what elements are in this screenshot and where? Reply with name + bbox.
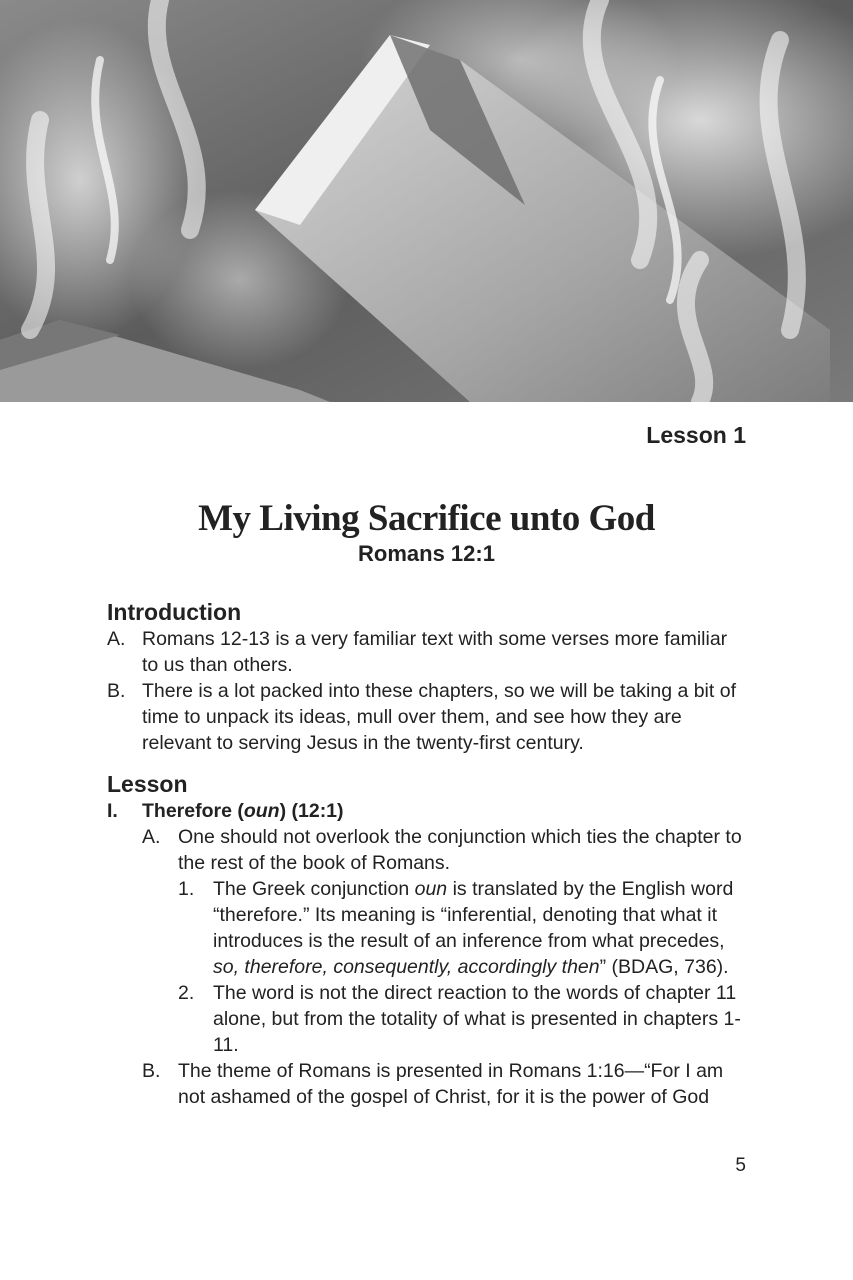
list-marker: 1. (178, 878, 195, 900)
list-item-text: There is a lot packed into these chapters, so we will be taking a bit of time to unpack its ideas, mull over them, and see how they are relevant to serving Jesus in the twenty-first century. (142, 680, 736, 754)
point-a (107, 824, 747, 876)
section-title: Therefore (oun) (12:1) (142, 800, 344, 822)
intro-item-b (107, 678, 747, 756)
intro-item-a (107, 626, 747, 678)
list-item-text: The theme of Romans is presented in Romans 1:16—“For I am not ashamed of the gospel of Christ, for it is the power of God (178, 1060, 724, 1108)
introduction-heading: Introduction (107, 599, 242, 625)
header-photo (0, 0, 853, 402)
point-a-1 (107, 876, 747, 980)
list-item-text: One should not overlook the conjunction which ties the chapter to the rest of the book of Romans. (178, 826, 742, 874)
list-marker: B. (107, 680, 126, 702)
lesson-heading: Lesson (107, 771, 188, 797)
section-heading (107, 798, 747, 824)
point-b (107, 1058, 747, 1110)
page-number: 5 (735, 1155, 746, 1176)
list-item-text: The word is not the direct reaction to the words of chapter 11 alone, but from the totality of what is presented in chapters 1-11. (213, 982, 741, 1056)
page-title: My Living Sacrifice unto God (198, 498, 655, 539)
page-subtitle: Romans 12:1 (358, 541, 495, 566)
point-a-2 (107, 980, 747, 1058)
list-item-text: Romans 12-13 is a very familiar text with some verses more familiar to us than others. (142, 628, 728, 676)
list-marker: A. (142, 826, 161, 848)
list-marker: B. (142, 1060, 161, 1082)
lesson-label: Lesson 1 (646, 422, 746, 448)
list-marker: I. (107, 800, 118, 822)
list-marker: 2. (178, 982, 195, 1004)
burning-log-icon (0, 0, 853, 402)
list-marker: A. (107, 628, 126, 650)
lesson-content (107, 598, 747, 1110)
list-item-text: The Greek conjunction oun is translated by the English word “therefore.” Its meaning is “inferential, denoting that what it introduces is the result of an inference from what precedes, so, therefore, consequently, accordingly then” (BDAG, 736). (213, 878, 734, 978)
